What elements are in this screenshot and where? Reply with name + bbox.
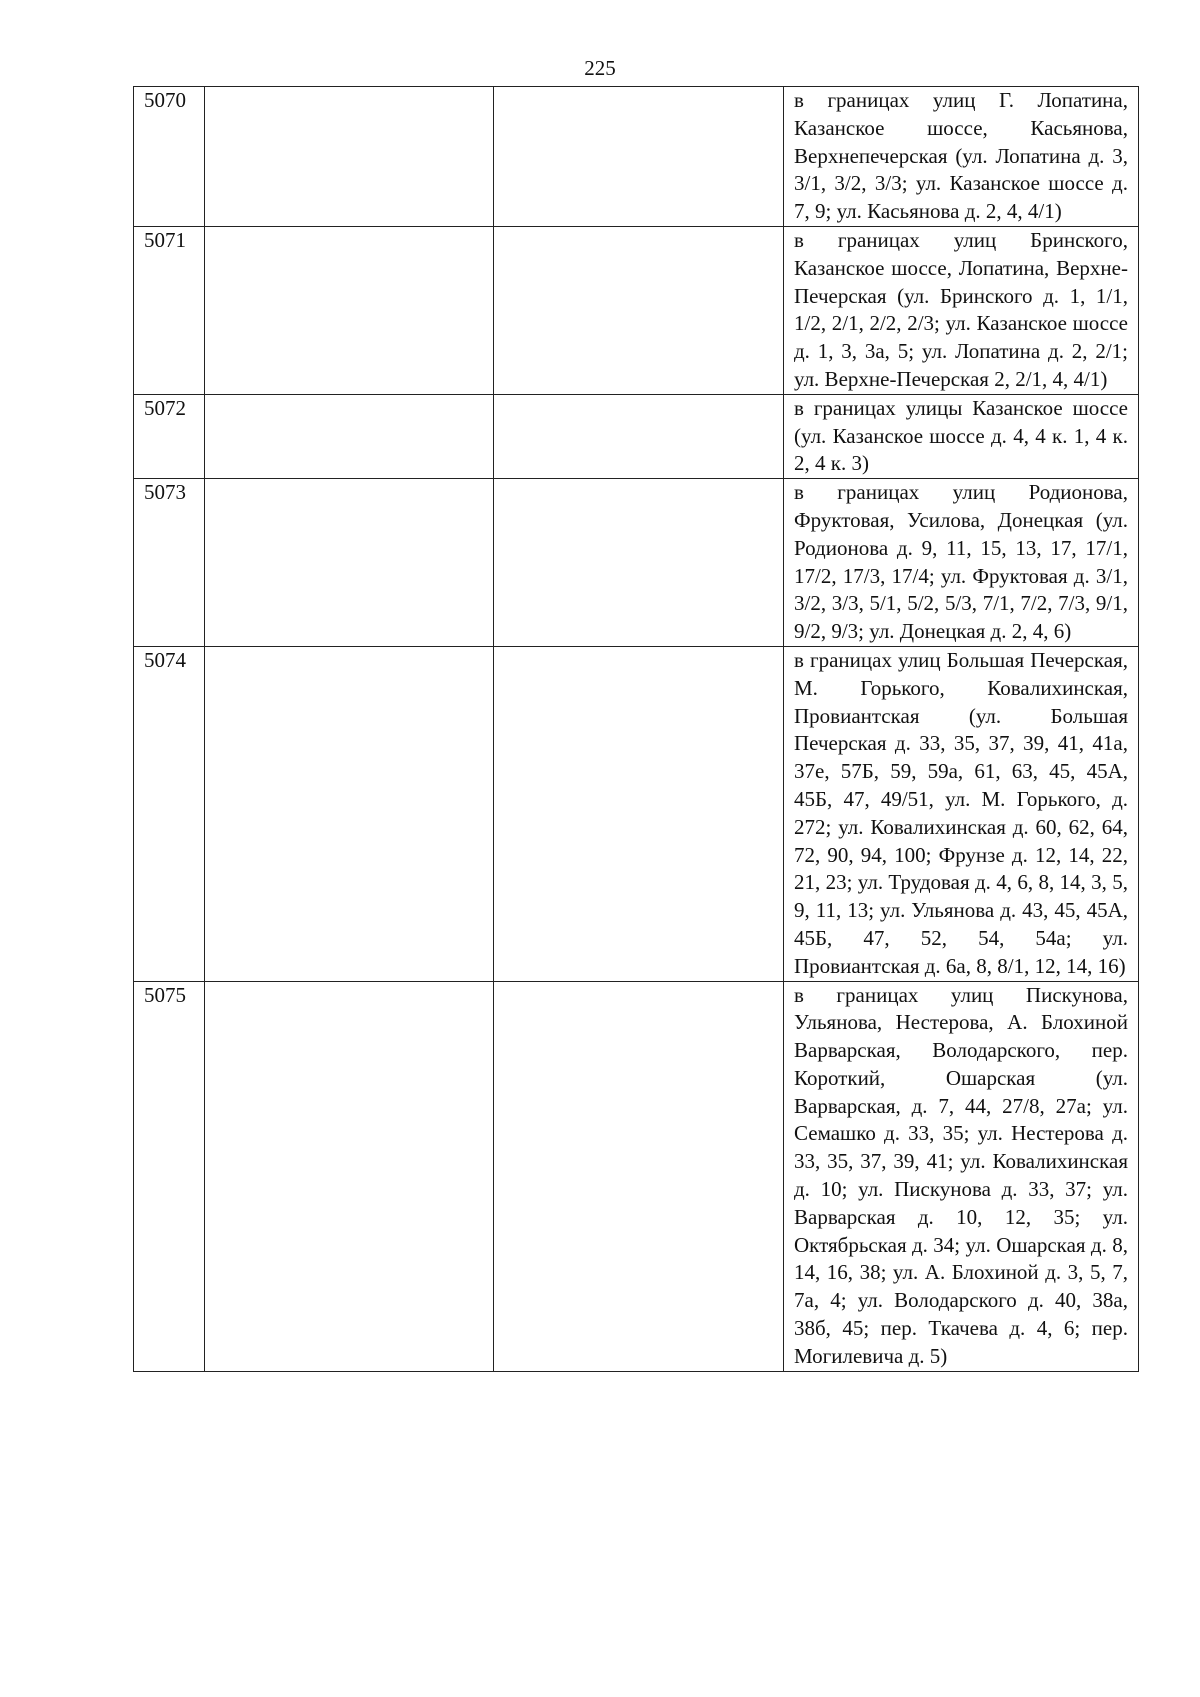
address-description: в границах улиц Бринского, Казанское шоссе, Лопатина, Верхне-Печерская (ул. Бринского д. 1, 1/1, 1/2, 2/1, 2/2, 2/3; ул. Казанское шоссе д. 1, 3, 3а, 5; ул. Лопатина д. 2, 2/1; ул. Верхне-Печерская 2, 2/1, 4, 4/1) — [784, 226, 1139, 394]
table-row — [134, 226, 1139, 394]
empty-cell — [205, 646, 494, 981]
row-number: 5070 — [134, 87, 205, 227]
empty-cell — [494, 479, 784, 647]
row-number: 5072 — [134, 394, 205, 478]
page-number: 225 — [584, 56, 616, 80]
empty-cell — [205, 479, 494, 647]
address-description: в границах улиц Родионова, Фруктовая, Усилова, Донецкая (ул. Родионова д. 9, 11, 15, 13, 17, 17/1, 17/2, 17/3, 17/4; ул. Фруктовая д. 3/1, 3/2, 3/3, 5/1, 5/2, 5/3, 7/1, 7/2, 7/3, 9/1, 9/2, 9/3; ул. Донецкая д. 2, 4, 6) — [784, 479, 1139, 647]
address-description: в границах улицы Казанское шоссе (ул. Казанское шоссе д. 4, 4 к. 1, 4 к. 2, 4 к. 3) — [784, 394, 1139, 478]
address-description: в границах улиц Пискунова, Ульянова, Нестерова, А. Блохиной Варварская, Володарского, пер. Короткий, Ошарская (ул. Варварская, д. 7, 44, 27/8, 27а; ул. Семашко д. 33, 35; ул. Нестерова д. 33, 35, 37, 39, 41; ул. Ковалихинская д. 10; ул. Пискунова д. 33, 37; ул. Варварская д. 10, 12, 35; ул. Октябрьская д. 34; ул. Ошарская д. 8, 14, 16, 38; ул. А. Блохиной д. 3, 5, 7, 7а, 4; ул. Володарского д. 40, 38а, 38б, 45; пер. Ткачева д. 4, 6; пер. Могилевича д. 5) — [784, 981, 1139, 1371]
row-number: 5075 — [134, 981, 205, 1371]
table-row — [134, 394, 1139, 478]
row-number: 5071 — [134, 226, 205, 394]
address-description: в границах улиц Г. Лопатина, Казанское шоссе, Касьянова, Верхнепечерская (ул. Лопатина д. 3, 3/1, 3/2, 3/3; ул. Казанское шоссе д. 7, 9; ул. Касьянова д. 2, 4, 4/1) — [784, 87, 1139, 227]
empty-cell — [205, 981, 494, 1371]
table-row — [134, 646, 1139, 981]
empty-cell — [494, 226, 784, 394]
empty-cell — [205, 394, 494, 478]
empty-cell — [205, 87, 494, 227]
empty-cell — [205, 226, 494, 394]
table-row — [134, 981, 1139, 1371]
row-number: 5074 — [134, 646, 205, 981]
table-row — [134, 479, 1139, 647]
empty-cell — [494, 87, 784, 227]
empty-cell — [494, 394, 784, 478]
empty-cell — [494, 646, 784, 981]
table-row — [134, 87, 1139, 227]
row-number: 5073 — [134, 479, 205, 647]
address-table — [133, 86, 1139, 1372]
address-description: в границах улиц Большая Печерская, М. Горького, Ковалихинская, Провиантская (ул. Большая Печерская д. 33, 35, 37, 39, 41, 41а, 37е, 57Б, 59, 59а, 61, 63, 45, 45А, 45Б, 47, 49/51, ул. М. Горького, д. 272; ул. Ковалихинская д. 60, 62, 64, 72, 90, 94, 100; Фрунзе д. 12, 14, 22, 21, 23; ул. Трудовая д. 4, 6, 8, 14, 3, 5, 9, 11, 13; ул. Ульянова д. 43, 45, 45А, 45Б, 47, 52, 54, 54а; ул. Провиантская д. 6а, 8, 8/1, 12, 14, 16) — [784, 646, 1139, 981]
empty-cell — [494, 981, 784, 1371]
